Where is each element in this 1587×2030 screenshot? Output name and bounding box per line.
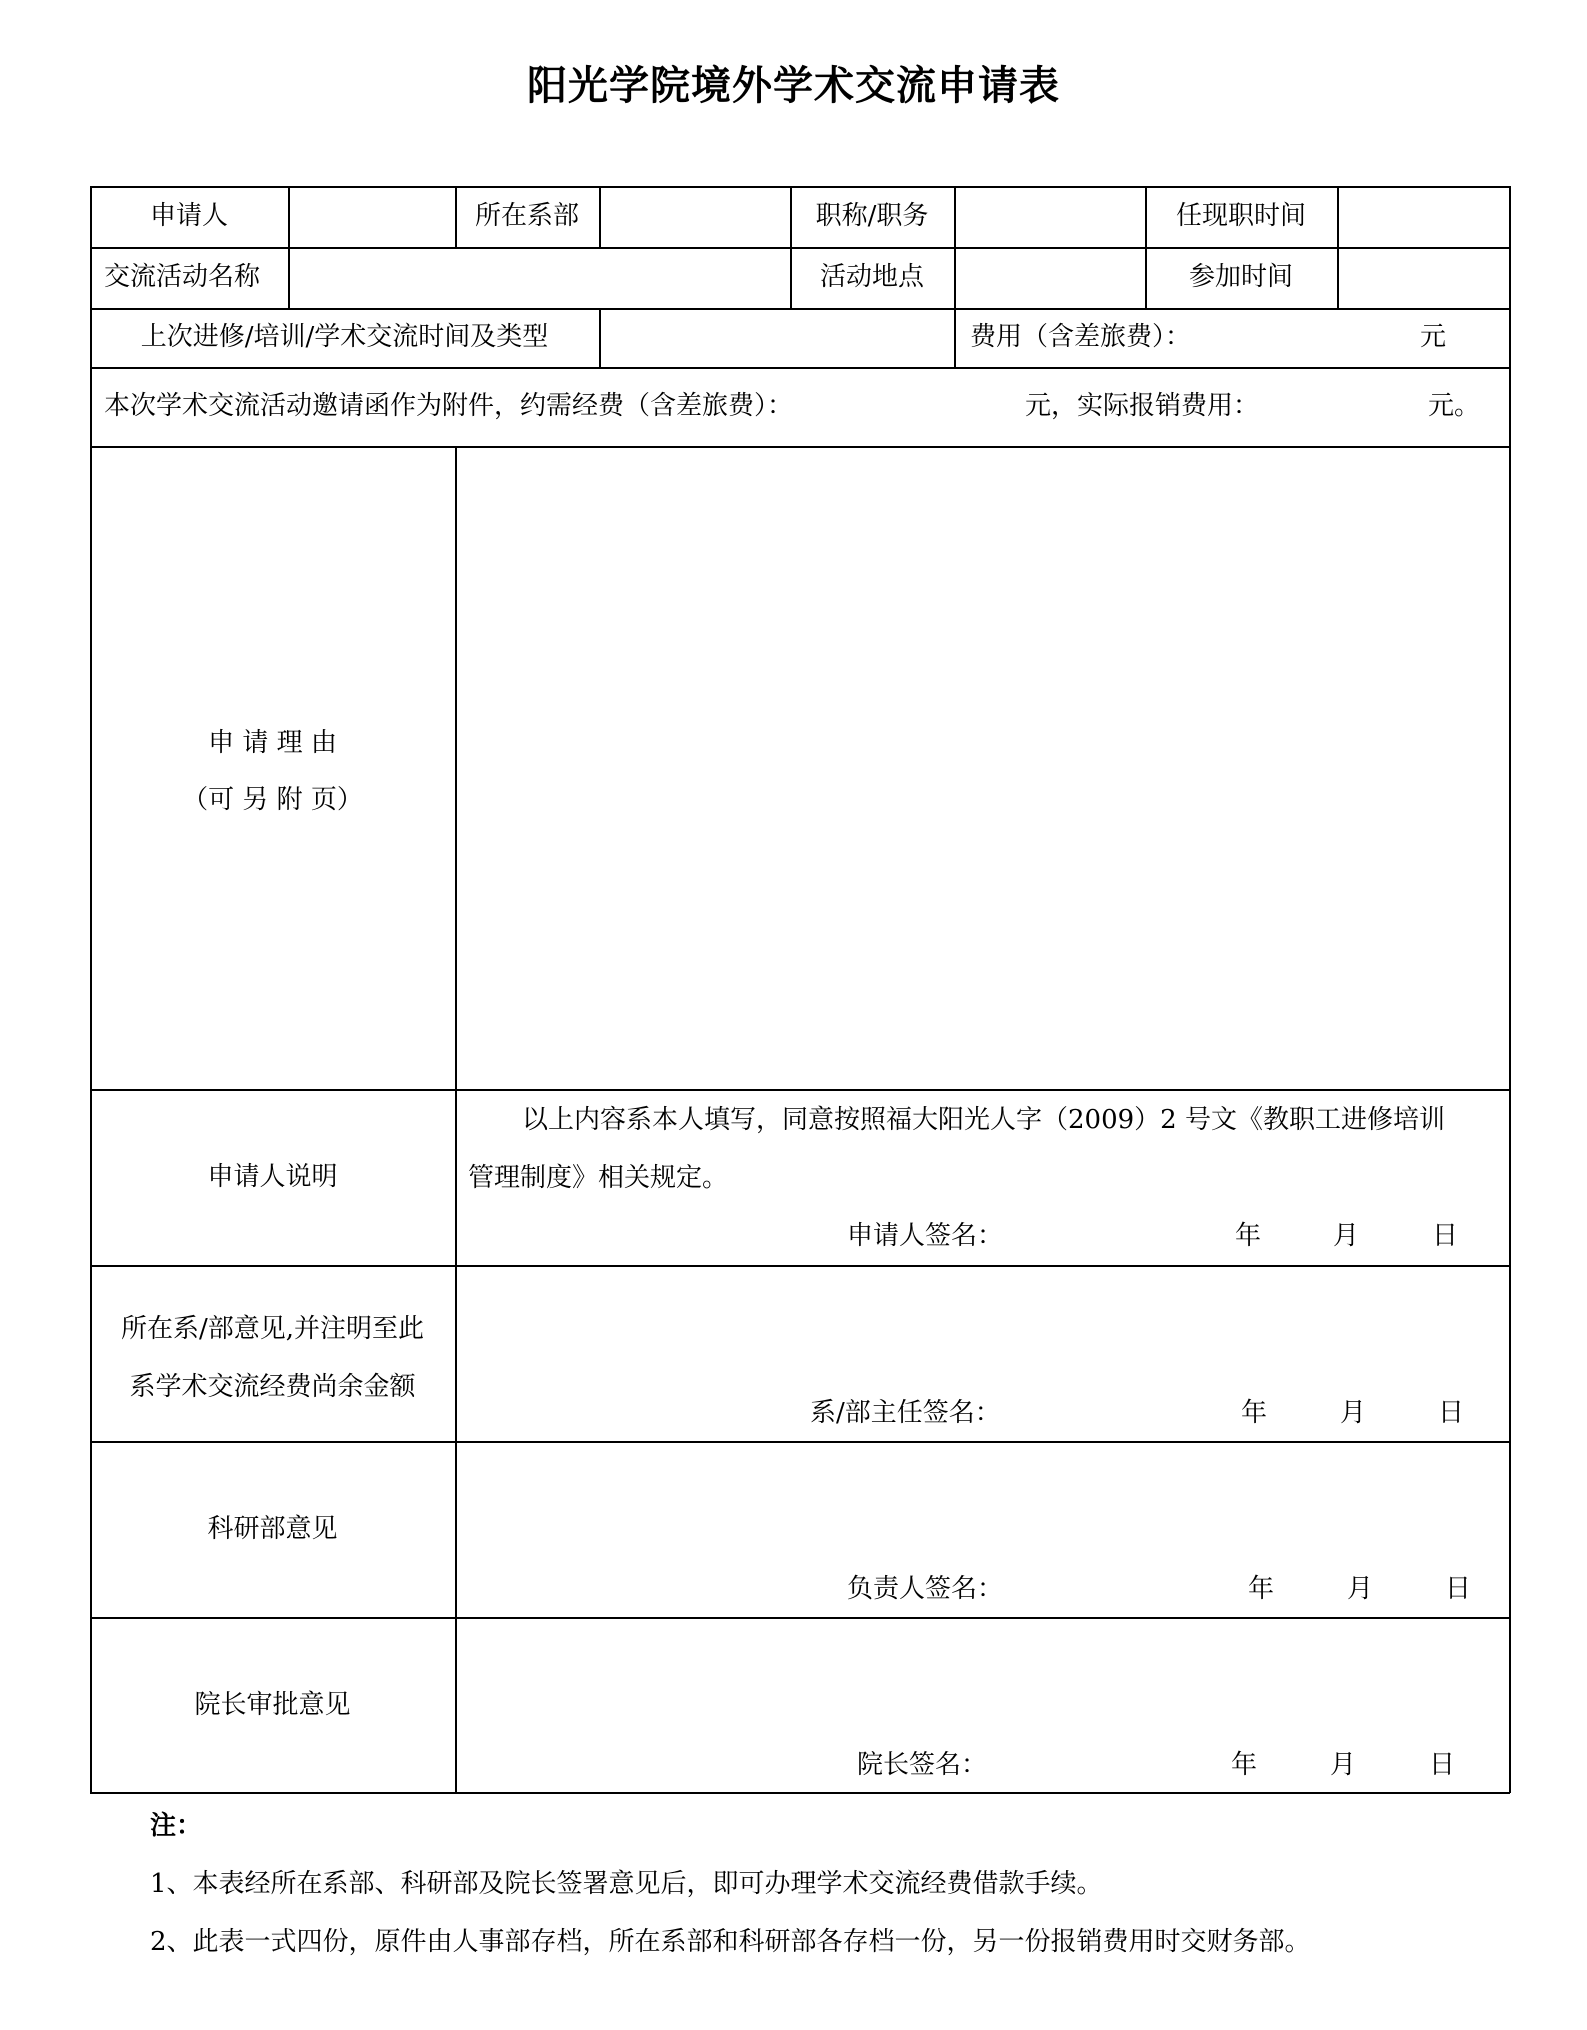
col-divider bbox=[599, 186, 601, 248]
cost-unit: 元 bbox=[1420, 322, 1447, 352]
attend-time-label: 参加时间 bbox=[1188, 262, 1293, 292]
table-border-bottom bbox=[90, 1792, 1510, 1794]
applicant-signature-label: 申请人签名： bbox=[847, 1221, 1004, 1251]
row-divider bbox=[90, 446, 1510, 448]
statement-line-1: 以上内容系本人填写，同意按照福大阳光人字（2009）2 号文《教职工进修培训 bbox=[522, 1105, 1445, 1135]
table-border-left bbox=[90, 186, 92, 1793]
page-title: 阳光学院境外学术交流申请表 bbox=[527, 63, 1060, 109]
row-divider bbox=[90, 367, 1510, 369]
date-month: 月 bbox=[1333, 1221, 1360, 1251]
president-opinion-label: 院长审批意见 bbox=[194, 1690, 351, 1720]
date-day: 日 bbox=[1429, 1750, 1456, 1780]
row-divider bbox=[90, 1441, 1510, 1443]
note-item-1: 1、本表经所在系部、科研部及院长签署意见后，即可办理学术交流经费借款手续。 bbox=[150, 1869, 1103, 1899]
cost-label: 费用（含差旅费）： bbox=[970, 322, 1192, 352]
department-label: 所在系部 bbox=[474, 201, 579, 231]
dept-head-signature-label: 系/部主任签名： bbox=[810, 1398, 1001, 1428]
statement-label: 申请人说明 bbox=[207, 1162, 338, 1192]
row-divider bbox=[90, 247, 1510, 249]
applicant-label: 申请人 bbox=[149, 201, 228, 231]
date-month: 月 bbox=[1340, 1398, 1367, 1428]
col-divider bbox=[1337, 186, 1339, 309]
reimbursement-text: 元，实际报销费用： bbox=[1025, 391, 1260, 421]
table-border-top bbox=[90, 186, 1510, 188]
research-opinion-label: 科研部意见 bbox=[207, 1514, 338, 1544]
position-label: 职称/职务 bbox=[815, 201, 929, 231]
row-divider bbox=[90, 1265, 1510, 1267]
col-divider bbox=[288, 186, 290, 248]
date-year: 年 bbox=[1241, 1398, 1268, 1428]
research-signature-label: 负责人签名： bbox=[847, 1574, 1004, 1604]
table-border-right bbox=[1509, 186, 1511, 1793]
activity-name-label: 交流活动名称 bbox=[104, 262, 261, 292]
dept-opinion-label: 所在系/部意见,并注明至此 bbox=[120, 1314, 425, 1344]
tenure-label: 任现职时间 bbox=[1175, 201, 1306, 231]
reason-label: 申 请 理 由 bbox=[208, 728, 337, 758]
date-day: 日 bbox=[1445, 1574, 1472, 1604]
note-item-2: 2、此表一式四份，原件由人事部存档，所在系部和科研部各存档一份，另一份报销费用时交财务部。 bbox=[150, 1927, 1311, 1957]
row-divider bbox=[90, 1089, 1510, 1091]
date-month: 月 bbox=[1330, 1750, 1357, 1780]
president-signature-label: 院长签名： bbox=[857, 1750, 988, 1780]
date-day: 日 bbox=[1438, 1398, 1465, 1428]
col-divider bbox=[954, 186, 956, 368]
reimbursement-unit: 元。 bbox=[1428, 391, 1481, 421]
col-divider bbox=[599, 308, 601, 368]
statement-line-2: 管理制度》相关规定。 bbox=[468, 1163, 729, 1193]
col-divider bbox=[455, 446, 457, 1793]
row-divider bbox=[90, 1617, 1510, 1619]
row-divider bbox=[90, 308, 1510, 310]
col-divider bbox=[288, 247, 290, 309]
date-year: 年 bbox=[1248, 1574, 1275, 1604]
location-label: 活动地点 bbox=[819, 262, 924, 292]
date-day: 日 bbox=[1432, 1221, 1459, 1251]
reason-note: （可 另 附 页） bbox=[182, 785, 363, 815]
dept-opinion-label-2: 系学术交流经费尚余金额 bbox=[129, 1372, 416, 1402]
date-year: 年 bbox=[1235, 1221, 1262, 1251]
application-form-table bbox=[90, 186, 1510, 1794]
budget-text: 本次学术交流活动邀请函作为附件，约需经费（含差旅费）： bbox=[104, 391, 794, 421]
last-training-label: 上次进修/培训/学术交流时间及类型 bbox=[140, 322, 549, 352]
date-year: 年 bbox=[1231, 1750, 1258, 1780]
date-month: 月 bbox=[1347, 1574, 1374, 1604]
notes-heading: 注： bbox=[150, 1811, 203, 1841]
